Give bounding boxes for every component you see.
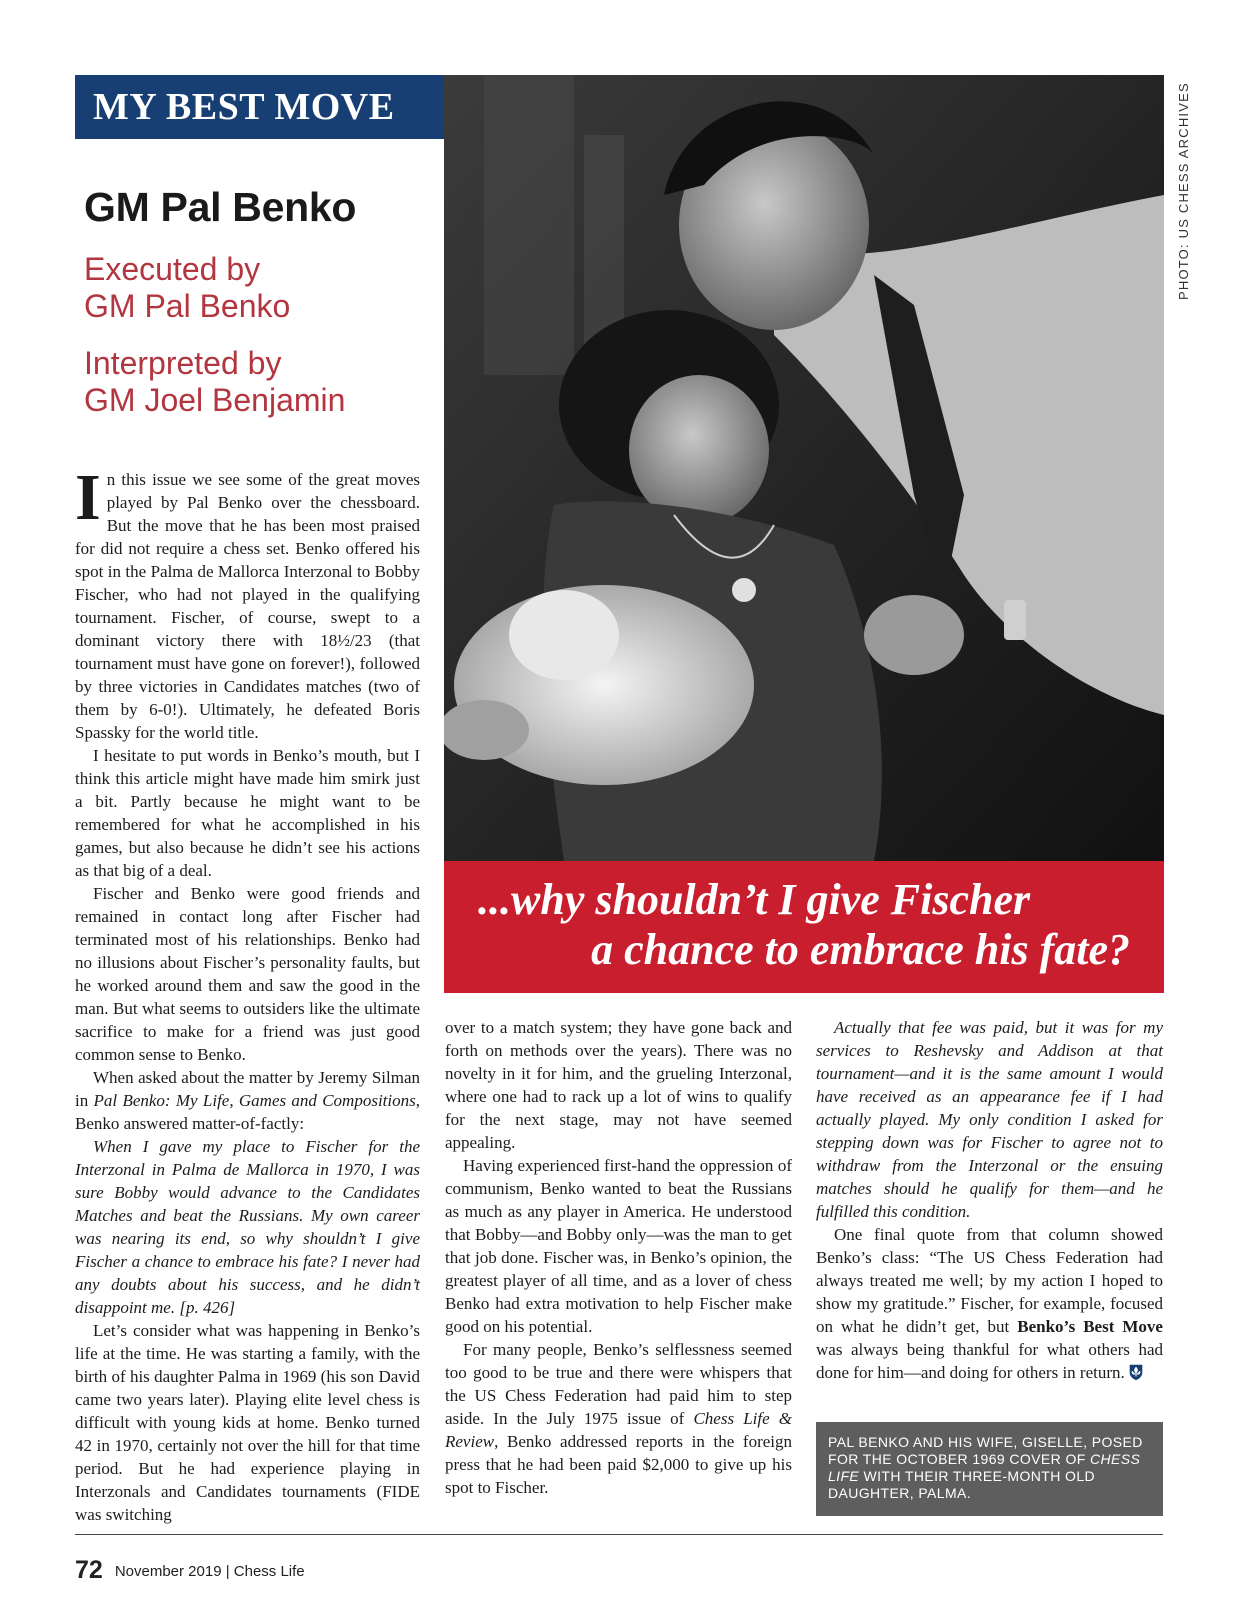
paragraph <box>816 1223 1163 1384</box>
paragraph-text: was always being thankful for what others had done for him—and doing for others in return. <box>816 1340 1163 1382</box>
paragraph-text: One final quote from that column showed Benko’s class: “The US Chess Federation had always treated me well; by my action I hoped to show my gratitude.” Fischer, for example, focused on what he didn’t get, but <box>816 1225 1163 1336</box>
bold-phrase: Benko’s Best Move <box>1017 1317 1163 1336</box>
caption-text: WITH THEIR THREE-MONTH OLD DAUGHTER, PALMA. <box>828 1468 1096 1501</box>
interpreted-by-label: Interpreted by <box>84 345 282 381</box>
paragraph <box>445 1338 792 1499</box>
page-number: 72 <box>75 1556 103 1584</box>
pull-quote-line-2: a chance to embrace his fate? <box>591 925 1130 974</box>
pull-quote <box>444 861 1164 993</box>
article-column-2 <box>445 1016 792 1499</box>
interpreted-by-name: GM Joel Benjamin <box>84 382 346 418</box>
paragraph: I hesitate to put words in Benko’s mouth, but I think this article might have made him smirk just a bit. Partly because he might want to be remembered for what he accomplished in his games, but also because he didn’t see his actions as that big of a deal. <box>75 746 420 880</box>
paragraph-text: , Benko addressed reports in the foreign press that he had been paid $2,000 to give up his spot to Fischer. <box>445 1432 792 1497</box>
caption-magazine: CHESS LIFE <box>828 1451 1141 1484</box>
article-column-3 <box>816 1016 1163 1384</box>
block-quote: When I gave my place to Fischer for the Interzonal in Palma de Mallorca in 1970, I was sure Bobby would advance to the Candidates Matches and beat the Russians. My own career was nearing its end, so why shouldn’t I give Fischer a chance to embrace his fate? I never had any doubts about his success, and he didn’t disappoint me. [p. 426] <box>75 1137 420 1317</box>
photo-caption <box>816 1422 1163 1516</box>
paragraph: over to a match system; they have gone back and forth on methods over the years). There was no novelty in it for him, and the grueling Interzonal, where one had to rack up a lot of wins to qualify for the next stage, may not have seemed appealing. <box>445 1018 792 1152</box>
drop-cap: I <box>75 461 101 534</box>
paragraph: Let’s consider what was happening in Benko’s life at the time. He was starting a family, with the birth of his daughter Palma in 1969 (his son David came two years later). Playing elite level chess is difficult with young kids at home. Benko turned 42 in 1970, certainly not over the hill for that time period. But he had experience playing in Interzonals and Candidates tournaments (FIDE was switching <box>75 1321 420 1524</box>
paragraph-text: For many people, Benko’s selflessness seemed too good to be true and there were whispers that the US Chess Federation had paid him to step aside. In the July 1975 issue of <box>445 1340 792 1428</box>
paragraph <box>75 1066 420 1135</box>
article-column-1 <box>75 461 420 1526</box>
issue-label: November 2019 | Chess Life <box>114 1563 305 1580</box>
executed-by-name: GM Pal Benko <box>84 288 291 324</box>
pull-quote-line-1: ...why shouldn’t I give Fischer <box>478 875 1031 924</box>
paragraph: Having experienced first-hand the oppression of communism, Benko wanted to beat the Russians as much as any player in America. He understood that Bobby—and Bobby only—was the man to get that job done. Fischer was, in Benko’s opinion, the greatest player of all time, and as a lover of chess Benko had extra motivation to help Fischer make good on his potential. <box>445 1156 792 1336</box>
paragraph-text: When asked about the matter by Jeremy Silman in <box>75 1068 420 1110</box>
photo-illustration <box>444 75 1164 861</box>
paragraph <box>75 461 420 744</box>
family-photo <box>444 75 1164 861</box>
footer-rule <box>75 1534 1163 1535</box>
paragraph-text: n this issue we see some of the great moves played by Pal Benko over the chessboard. But the move that he has been most praised for did not require a chess set. Benko offered his spot in the Palma de Mallorca Interzonal to Bobby Fischer, who had not played in the qualifying tournament. Fischer, of course, swept to a dominant victory there with 18½/23 (that tournament must have gone on forever!), followed by three victories in Candidates matches (two of them by 6-0!). Ultimately, he defeated Boris Spassky for the world title. <box>75 470 420 742</box>
page-footer <box>75 1556 305 1585</box>
paragraph-text: , Benko answered matter-of-factly: <box>75 1091 420 1133</box>
interpreted-by-credit <box>84 345 345 419</box>
book-title: Pal Benko: My Life, Games and Compositions <box>93 1091 416 1110</box>
caption-text: PAL BENKO AND HIS WIFE, GISELLE, POSED FOR THE OCTOBER 1969 COVER OF <box>828 1434 1143 1467</box>
magazine-title: Chess Life & Review <box>445 1409 792 1451</box>
fleur-de-lis-icon <box>1127 1363 1145 1381</box>
article-title: GM Pal Benko <box>84 184 357 230</box>
block-quote: Actually that fee was paid, but it was for my services to Reshevsky and Addison at that tournament—and it is the same amount I would have received as an appearance fee if I had actually played. My only condition I asked for stepping down was for Fischer to agree not to withdraw from the Interzonal or the ensuing matches should he qualify for them—and he fulfilled this condition. <box>816 1018 1163 1221</box>
executed-by-credit <box>84 251 290 325</box>
paragraph: Fischer and Benko were good friends and remained in contact long after Fischer had terminated most of his relationships. Benko had no illusions about Fischer’s personality faults, but he worked around them and saw the good in the man. But what seems to outsiders like the ultimate sacrifice to make for a friend was just good common sense to Benko. <box>75 884 420 1064</box>
photo-credit: PHOTO: US CHESS ARCHIVES <box>1176 82 1191 300</box>
section-label: MY BEST MOVE <box>75 75 444 139</box>
executed-by-label: Executed by <box>84 251 261 287</box>
